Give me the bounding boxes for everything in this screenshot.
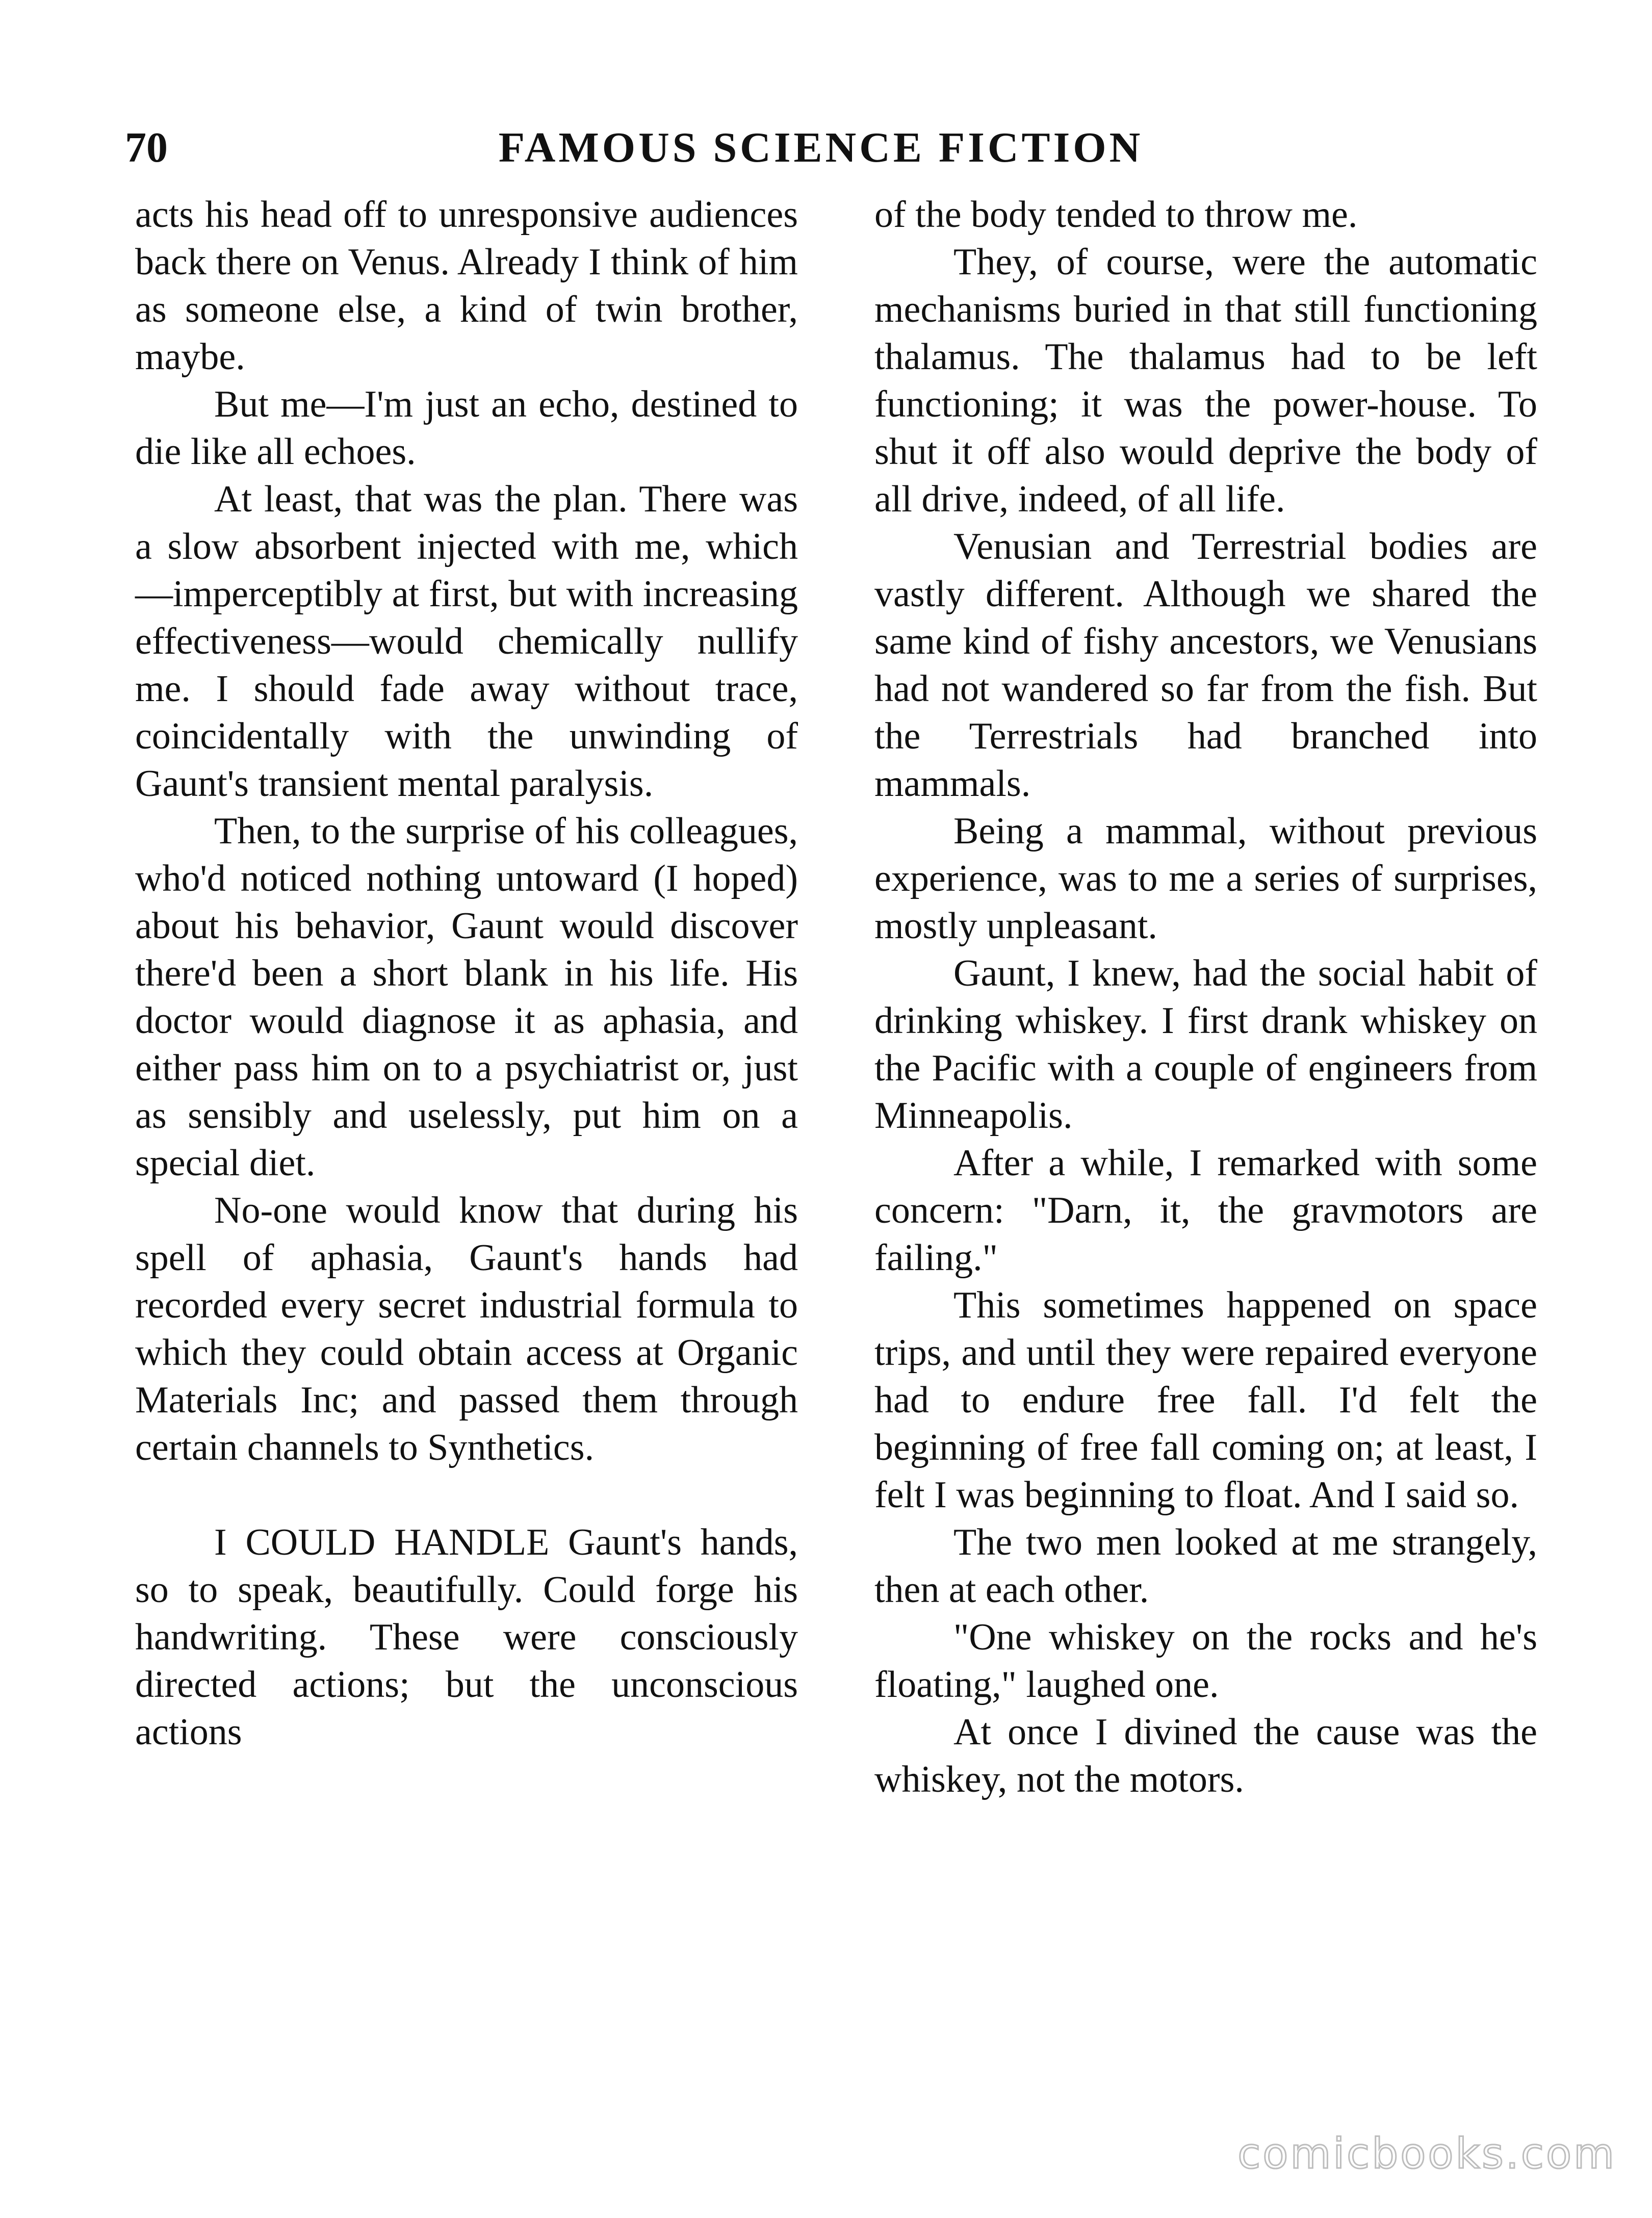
paragraph: The two men looked at me strangely, then at each other. [874,1521,1537,1611]
running-head: FAMOUS SCIENCE FICTION [498,124,1144,171]
paragraph: "One whiskey on the rocks and he's floating," laughed one. [874,1616,1537,1706]
paragraph: acts his head off to unresponsive audiences back there on Venus. Already I think of him as someone else, a kind of twin brother, maybe. [135,194,798,378]
paragraph: But me—I'm just an echo, destined to die like all echoes. [135,383,798,473]
paragraph: No-one would know that during his spell of aphasia, Gaunt's hands had recorded every secret industrial formula to which they could obtain access at Organic Materials Inc; and passed them through certain channels to Synthetics. [135,1190,798,1468]
paragraph: At once I divined the cause was the whiskey, not the motors. [874,1711,1537,1800]
paragraph: This sometimes happened on space trips, and until they were repaired everyone had to endure free fall. I'd felt the beginning of free fall coming on; at least, I felt I was beginning to float. And I said so. [874,1284,1537,1516]
paragraph: At least, that was the plan. There was a slow absorbent injected with me, which—imperceptibly at first, but with increasing effectiveness—would chemically nullify me. I should fade away without trace, coincidentally with the unwinding of Gaunt's transient mental paralysis. [135,478,798,805]
paragraph: Then, to the surprise of his colleagues, who'd noticed nothing untoward (I hoped) about his behavior, Gaunt would discover there'd been a short blank in his life. His doctor would diagnose it as aphasia, and either pass him on to a psychiatrist or, just as sensibly and uselessly, put him on a special diet. [135,810,798,1184]
right-column [874,191,1537,1803]
paragraph: They, of course, were the automatic mechanisms buried in that still functioning thalamus. The thalamus had to be left functioning; it was the power-house. To shut it off also would deprive the body of all drive, indeed, of all life. [874,241,1537,520]
left-column [135,191,798,1756]
paragraph: of the body tended to throw me. [874,194,1358,236]
page-number: 70 [125,124,168,171]
paragraph: Venusian and Terrestrial bodies are vastly different. Although we shared the same kind of fishy ancestors, we Venusians had not wandered so far from the fish. But the Terrestrials had branched into mammals. [874,526,1537,805]
paragraph: Gaunt, I knew, had the social habit of drinking whiskey. I first drank whiskey on the Pacific with a couple of engineers from Minneapolis. [874,952,1537,1137]
page-header [125,115,1517,181]
watermark: comicbooks.com [1237,2130,1616,2178]
section-opening-paragraph: I COULD HANDLE Gaunt's hands, so to speak, beautifully. Could forge his handwriting. These were consciously directed actions; but the unconscious actions [135,1521,798,1753]
paragraph: After a while, I remarked with some concern: "Darn, it, the gravmotors are failing." [874,1142,1537,1279]
paragraph: Being a mammal, without previous experience, was to me a series of surprises, mostly unpleasant. [874,810,1537,947]
